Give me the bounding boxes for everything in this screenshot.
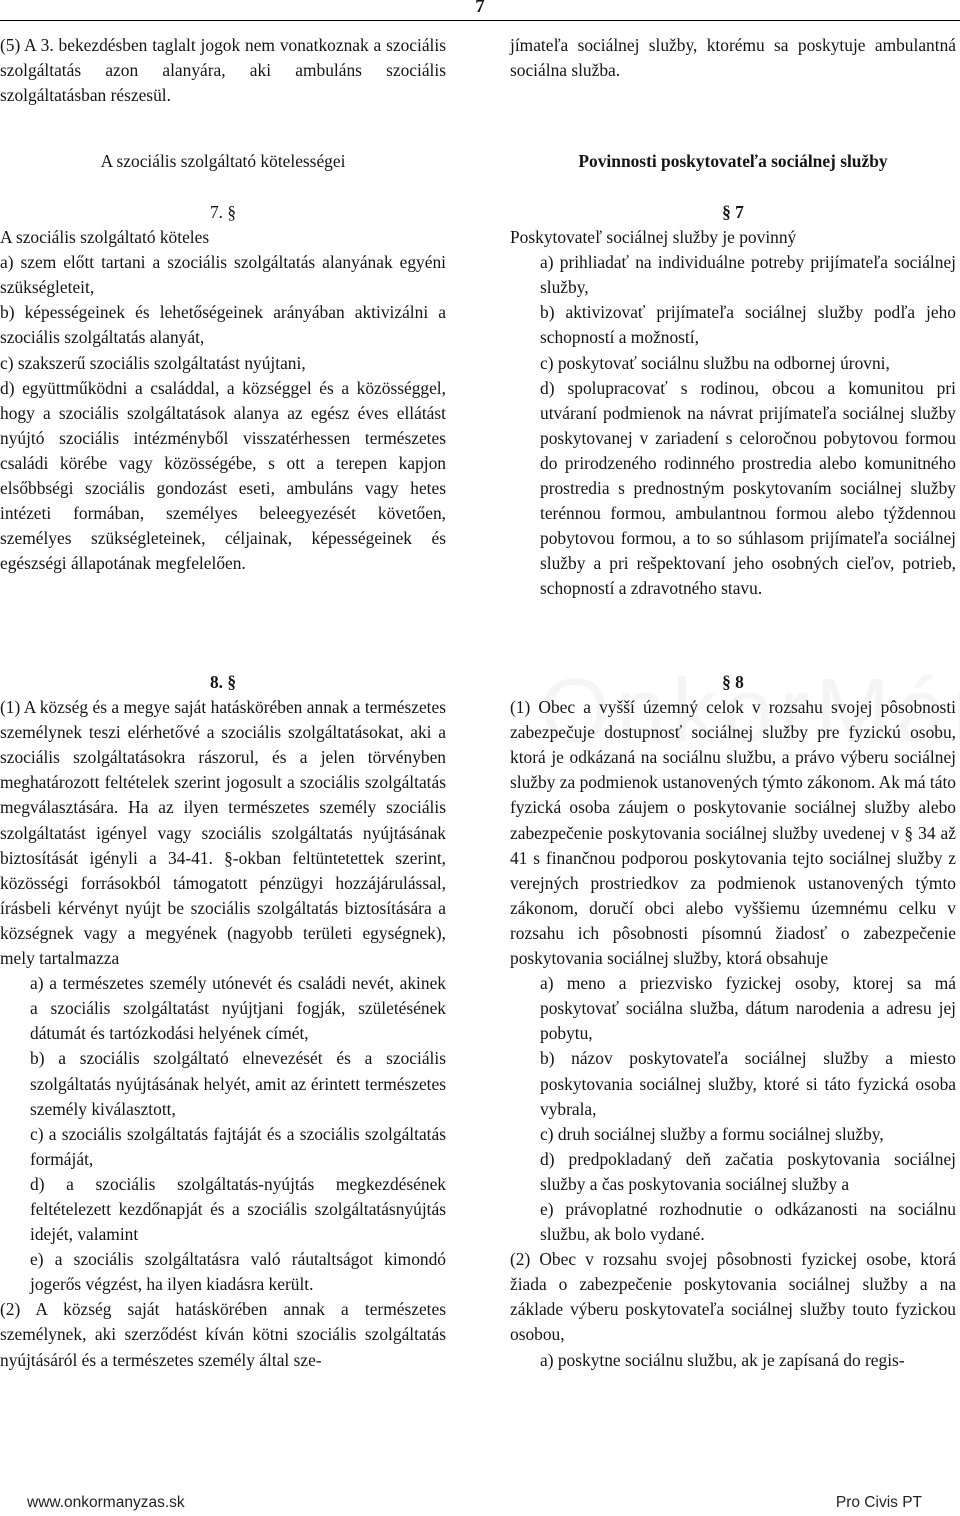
top-paragraph-block — [510, 33, 956, 83]
section-8-paragraph-1: (1) Obec a vyšší územný celok v rozsahu svojej pôsobnosti zabezpečuje dostupnosť sociálnej služby pre fyzickú osobu, ktorá je odkázaná na sociálnu službu, a právo výberu sociálnej služby za podmienok ustanovených týmto zákonom. Ak má táto fyzická osoba záujem o poskytovanie sociálnej služby alebo zabezpečenie poskytovania sociálnej služby uvedenej v § 34 až 41 s finančnou podporou poskytovania tejto sociálnej služby z verejných prostriedkov za podmienok ustanovených týmto zákonom, doručí obci alebo vyššiemu územnému celku v rozsahu ich pôsobnosti písomnú žiadosť o zabezpečenie poskytovania sociálnej služby, ktorá obsahuje — [510, 697, 956, 969]
section-8-item-d: d) a szociális szolgáltatás-nyújtás megkezdésének feltételezett kezdőnapját és a szociális szolgáltatásnyújtás idejét, valamint — [30, 1173, 446, 1245]
section-8-item-e: e) a szociális szolgáltatásra való ráutaltságot kimondó jogerős végzést, ha ilyen kiadásra került. — [30, 1249, 446, 1295]
section-7-item-d: d) együttműködni a családdal, a községgel és a közösséggel, hogy a szociális szolgáltatások alanya az egész éves ellátást nyújtó szociális intézményből visszatérhessen természetes családi körébe vagy közösségébe, s ott a terepen kapjon elsőbbségi szociális gondozást eseti, ambuláns vagy hetes intézeti formában, személyes beleegyezését követően, személyes szükségleteinek, céljainak, képességeinek és egészségi állapotának megfelelően. — [0, 377, 446, 574]
section-8-paragraph-1: (1) A község és a megye saját hatáskörében annak a természetes személynek teszi elérhetővé a szociális szolgáltatásokat, aki a szociális szolgáltatásokra rászorul, és a jelen törvényben meghatározott feltételek szerint jogosult a szociális szolgáltatás megválasztására. Ha az ilyen természetes személy szociális szolgáltatást igényel vagy szociális szolgáltatás nyújtásának biztosítását igényli a 34-41. §-okban feltüntetettek szerint, közösségi forrásokból támogatott pénzügyi hozzájárulással, írásbeli kérvényt nyújt be szociális szolgáltatás biztosítására a községnek vagy a megyének (nagyobb területi egységnek), mely tartalmazza — [0, 697, 446, 969]
section-7-item-a: a) prihliadať na individuálne potreby prijímateľa sociálnej služby, — [540, 252, 956, 298]
footer-website-link[interactable]: www.onkormanyzas.sk — [27, 1494, 185, 1511]
section-8-item-a: a) meno a priezvisko fyzickej osoby, ktorej sa má poskytovať sociálna služba, dátum narodenia a adresu jej pobytu, — [540, 973, 956, 1044]
section-8-item-c: c) druh sociálnej služby a formu sociálnej služby, — [540, 1123, 884, 1144]
header-rule — [0, 20, 960, 21]
top-paragraph-block — [0, 33, 446, 108]
section-8-item-b: b) a szociális szolgáltató elnevezését és a szociális szolgáltatás nyújtásának helyét, amit az érintett természetes személy kiválasztott, — [30, 1048, 446, 1119]
section-7-item-b: b) képességeinek és lehetőségeinek arányában aktivizálni a szociális szolgáltatás alanyát, — [0, 302, 446, 348]
section-7-item-c: c) szakszerű szociális szolgáltatást nyújtani, — [0, 352, 306, 373]
section-8-item-d: d) predpokladaný deň začatia poskytovania sociálnej služby a čas poskytovania sociálnej služby a — [540, 1148, 956, 1194]
section-8-paragraph-2: (2) A község saját hatáskörében annak a természetes személynek, aki szerződést kíván kötni szociális szolgáltatás nyújtásáról és a természetes személy által sze- — [0, 1299, 446, 1370]
section-8-item-c: c) a szociális szolgáltatás fajtáját és a szociális szolgáltatás formáját, — [30, 1123, 446, 1169]
footer-publisher: Pro Civis PT — [835, 1494, 922, 1511]
section-7-lead: Poskytovateľ sociálnej služby je povinný — [510, 227, 797, 248]
section-7-lead: A szociális szolgáltató köteles — [0, 227, 210, 248]
section-7-item-c: c) poskytovať sociálnu službu na odbornej úrovni, — [540, 352, 890, 373]
section-8-block — [0, 670, 446, 1373]
section-7-item-d: d) spolupracovať s rodinou, obcou a komunitou pri utváraní podmienok na návrat prijímateľa sociálnej služby poskytovanej v zariadení s celoročnou pobytovou formou do prirodzeného rodinného prostredia alebo komunitného prostredia s prednostným poskytovaním sociálnej služby terénnou formou, ambulantnou formou alebo týždennou pobytovou formou, a to so súhlasom prijímateľa sociálnej služby a pri rešpektovaní jeho osobných cieľov, potrieb, schopností a zdravotného stavu. — [540, 377, 956, 599]
section-8-paragraph-2-item-a: a) poskytne sociálnu službu, ak je zapísaná do regis- — [540, 1349, 905, 1370]
section-8-item-a: a) a természetes személy utónevét és családi nevét, akinek a szociális szolgáltatást nyújtjani fogják, születésének dátumát és tartózkodási helyének címét, — [30, 973, 446, 1044]
section-title: A szociális szolgáltató kötelességei — [100, 151, 346, 171]
section-title-block — [0, 149, 446, 174]
section-8-paragraph-2: (2) Obec v rozsahu svojej pôsobnosti fyzickej osobe, ktorá žiada o zabezpečenie poskytovania sociálnej služby a na základe výberu poskytovateľa sociálnej služby touto fyzickou osobou, — [510, 1249, 956, 1345]
section-8-item-b: b) názov poskytovateľa sociálnej služby a miesto poskytovania sociálnej služby, ktoré si táto fyzická osoba vybrala, — [540, 1048, 956, 1119]
section-8-heading: § 8 — [722, 672, 744, 692]
section-7-item-a: a) szem előtt tartani a szociális szolgáltatás alanyának egyéni szükségleteit, — [0, 252, 446, 298]
top-paragraph: jímateľa sociálnej služby, ktorému sa poskytuje ambulantná sociálna služba. — [510, 35, 956, 81]
top-paragraph: (5) A 3. bekezdésben taglalt jogok nem vonatkoznak a szociális szolgáltatás azon alanyára, aki ambuláns szociális szolgáltatásban részesül. — [0, 35, 446, 106]
section-title-block — [510, 149, 956, 174]
section-8-block — [510, 670, 956, 1373]
section-title: Povinnosti poskytovateľa sociálnej služby — [578, 151, 888, 171]
page-number: 7 — [475, 0, 485, 17]
section-7-item-b: b) aktivizovať prijímateľa sociálnej služby podľa jeho schopností a možností, — [540, 302, 956, 348]
section-8-item-e: e) právoplatné rozhodnutie o odkázanosti na sociálnu službu, ak bolo vydané. — [540, 1198, 956, 1245]
section-7-heading: § 7 — [722, 202, 744, 222]
section-7-block — [0, 200, 446, 576]
section-7-block — [510, 200, 956, 602]
section-8-heading: 8. § — [209, 672, 237, 692]
section-7-heading: 7. § — [209, 202, 237, 222]
